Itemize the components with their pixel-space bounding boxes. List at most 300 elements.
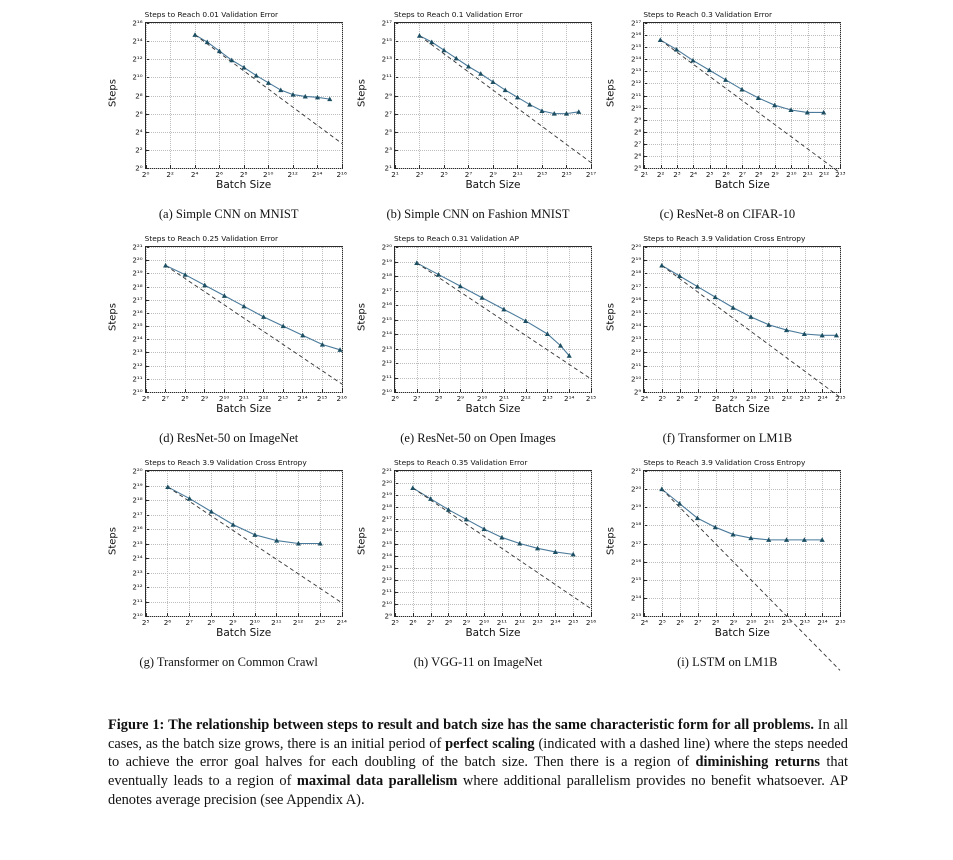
y-tick-label: 2¹² [132, 54, 143, 64]
y-tick-label: 2¹⁸ [630, 520, 642, 530]
y-tick-label: 2¹³ [132, 568, 143, 577]
y-tick-mark [644, 168, 647, 169]
data-point-marker [535, 546, 540, 551]
gridline-horizontal [146, 392, 342, 393]
x-tick-label: 2⁷ [161, 394, 169, 403]
x-tick-label: 2¹⁰ [746, 394, 757, 403]
figure-panel-f [607, 232, 848, 456]
plot-area [630, 466, 846, 627]
x-tick-label: 2¹⁴ [311, 170, 323, 179]
y-tick-label: 2¹⁵ [630, 575, 642, 585]
x-tick-label: 2¹³ [799, 394, 810, 403]
x-tick-mark [591, 613, 592, 616]
x-tick-label: 2¹¹ [238, 394, 249, 403]
data-point-marker [784, 537, 789, 542]
x-tick-label: 2⁹ [456, 394, 465, 403]
y-tick-label: 2¹⁰ [381, 387, 392, 397]
x-tick-label: 2⁹ [229, 618, 237, 627]
plot-area [381, 242, 597, 403]
y-tick-label: 2¹⁰ [132, 387, 143, 397]
data-point-marker [695, 516, 700, 521]
y-tick-label: 2⁹ [384, 611, 392, 621]
y-tick-label: 2¹⁶ [630, 295, 642, 305]
y-axis-label: Steps [356, 303, 368, 331]
y-tick-label: 2⁵ [384, 127, 392, 137]
panel-caption: (f) Transformer on LM1B [662, 431, 793, 445]
data-point-marker [660, 487, 665, 492]
y-axis-label: Steps [107, 527, 119, 555]
x-tick-label: 2¹⁴ [817, 394, 828, 403]
plot-area [132, 466, 347, 627]
y-tick-label: 2⁹ [633, 387, 642, 397]
data-point-marker [165, 484, 170, 489]
data-point-marker [545, 331, 550, 336]
y-tick-label: 2¹² [630, 78, 642, 88]
x-tick-label: 2¹⁶ [336, 394, 347, 403]
data-point-marker [553, 549, 558, 554]
x-tick-label: 2⁷ [464, 170, 473, 179]
data-point-marker [731, 305, 736, 310]
data-point-marker [749, 314, 754, 319]
y-tick-label: 2¹⁶ [132, 308, 143, 318]
y-tick-label: 2¹³ [132, 347, 143, 357]
chart-title: Steps to Reach 0.3 Validation Error [643, 10, 773, 19]
y-tick-mark [146, 392, 149, 393]
x-tick-label: 2⁴ [190, 170, 199, 179]
data-point-marker [677, 273, 682, 278]
x-tick-label: 2⁴ [640, 618, 649, 627]
data-point-marker [296, 541, 301, 546]
data-point-marker [677, 501, 682, 506]
y-tick-label: 2¹⁰ [630, 374, 642, 384]
x-tick-mark [591, 389, 592, 392]
y-axis-label: Steps [356, 79, 368, 107]
y-tick-label: 2⁹ [633, 115, 642, 125]
figure-panel-a [108, 8, 349, 232]
chart-i [607, 456, 847, 651]
data-point-marker [802, 331, 807, 336]
y-tick-label: 2²¹ [630, 466, 642, 476]
data-point-marker [802, 537, 807, 542]
x-tick-label: 2⁷ [426, 618, 435, 627]
data-point-marker [446, 507, 451, 512]
x-tick-label: 2¹⁰ [249, 618, 260, 627]
chart-title: Steps to Reach 0.35 Validation Error [393, 458, 528, 467]
y-tick-label: 2¹⁸ [132, 495, 143, 505]
data-point-marker [317, 541, 322, 546]
x-tick-label: 2¹ [640, 170, 649, 179]
data-point-marker [564, 111, 569, 116]
data-point-marker [834, 333, 839, 338]
panel-caption: (h) VGG-11 on ImageNet [413, 655, 543, 669]
data-point-marker [523, 318, 528, 323]
data-point-marker [319, 342, 324, 347]
x-tick-label: 2¹¹ [763, 618, 775, 627]
y-tick-label: 2² [135, 145, 143, 155]
y-tick-label: 2¹⁷ [630, 282, 642, 292]
data-point-marker [410, 485, 415, 490]
y-tick-label: 2¹⁵ [630, 42, 642, 52]
y-axis-label: Steps [107, 303, 119, 331]
data-point-marker [192, 32, 197, 37]
figure-caption-bold-2: perfect scaling [445, 735, 535, 752]
x-tick-label: 2¹³ [542, 394, 553, 403]
x-tick-mark [840, 389, 841, 392]
y-tick-label: 2¹⁴ [132, 553, 143, 563]
data-point-marker [454, 56, 459, 61]
x-tick-label: 2¹² [781, 394, 793, 403]
y-tick-label: 2¹⁶ [132, 524, 143, 534]
figure-caption-text-3: that eventually leads to a region of [108, 754, 848, 790]
y-tick-label: 2¹⁸ [381, 271, 392, 281]
data-point-marker [749, 535, 754, 540]
gridline-vertical [591, 23, 592, 168]
y-tick-label: 2²⁰ [381, 478, 392, 488]
gridline-horizontal [146, 616, 342, 617]
marker-layer [146, 471, 342, 616]
figure-panel-h [357, 456, 598, 680]
marker-layer [395, 23, 591, 168]
y-tick-label: 2¹⁷ [630, 539, 642, 548]
data-point-marker [163, 263, 168, 268]
x-axis-label: Batch Size [465, 403, 521, 415]
x-tick-label: 2⁵ [440, 170, 448, 179]
data-point-marker [187, 496, 192, 501]
data-point-marker [820, 333, 825, 338]
x-tick-label: 2¹¹ [763, 394, 775, 403]
y-tick-mark [395, 392, 398, 393]
y-tick-label: 2⁷ [384, 109, 392, 119]
y-tick-label: 2⁵ [633, 163, 642, 173]
x-tick-label: 2¹¹ [802, 170, 813, 179]
chart-g [109, 456, 349, 651]
data-point-marker [713, 295, 718, 300]
data-point-marker [261, 314, 266, 319]
x-tick-label: 2⁴ [640, 394, 649, 403]
x-tick-label: 2⁶ [676, 618, 684, 627]
panel-caption: (i) LSTM on LM1B [677, 655, 778, 669]
x-tick-label: 2¹⁰ [476, 394, 488, 403]
data-point-marker [501, 307, 506, 312]
y-tick-label: 2¹⁷ [630, 18, 642, 28]
x-tick-label: 2¹⁴ [297, 394, 308, 403]
figure-caption [108, 716, 848, 810]
y-tick-mark [644, 392, 647, 393]
y-tick-label: 2¹⁰ [381, 599, 392, 609]
y-tick-label: 2²⁰ [132, 466, 143, 476]
x-tick-label: 2¹² [781, 618, 793, 627]
data-point-marker [789, 107, 794, 112]
gridline-horizontal [395, 616, 591, 617]
x-tick-label: 2⁸ [207, 618, 215, 627]
y-tick-label: 2¹⁶ [630, 30, 642, 40]
chart-title: Steps to Reach 3.9 Validation Cross Entropy [643, 458, 806, 467]
data-point-marker [274, 538, 279, 543]
marker-layer [146, 23, 342, 168]
data-point-marker [784, 327, 789, 332]
y-tick-label: 2¹¹ [630, 91, 642, 100]
data-point-marker [490, 79, 495, 84]
data-point-marker [482, 526, 487, 531]
x-tick-label: 2⁷ [694, 618, 702, 627]
x-tick-label: 2⁴ [689, 170, 698, 179]
x-axis-label: Batch Size [216, 627, 272, 639]
panel-caption: (a) Simple CNN on MNIST [158, 207, 299, 221]
y-tick-label: 2¹¹ [132, 597, 143, 606]
x-tick-label: 2¹⁵ [316, 394, 328, 403]
y-tick-label: 2¹¹ [132, 374, 143, 384]
gridline-vertical [342, 471, 343, 616]
figure-panel-d [108, 232, 349, 456]
y-tick-label: 2¹⁵ [630, 308, 642, 318]
x-tick-label: 2² [656, 170, 665, 179]
data-point-marker [337, 347, 342, 352]
data-point-marker [266, 80, 271, 85]
y-tick-label: 2¹² [381, 575, 392, 585]
x-tick-label: 2⁸ [711, 618, 720, 627]
data-point-marker [217, 49, 222, 54]
x-tick-label: 2¹⁴ [336, 618, 347, 627]
panel-caption: (d) ResNet-50 on ImageNet [159, 431, 299, 445]
gridline-horizontal [146, 168, 342, 169]
y-tick-mark [395, 168, 398, 169]
y-tick-label: 2²¹ [381, 466, 392, 476]
x-tick-label: 2¹¹ [496, 618, 508, 627]
x-tick-label: 2¹² [287, 170, 298, 179]
x-tick-label: 2⁶ [141, 394, 150, 403]
x-tick-label: 2¹³ [277, 394, 289, 403]
x-axis-label: Batch Size [465, 627, 521, 639]
x-tick-label: 2¹ [391, 170, 399, 179]
data-point-marker [658, 37, 663, 42]
chart-f [607, 232, 847, 427]
x-tick-label: 2¹² [520, 394, 531, 403]
x-tick-label: 2¹⁵ [835, 394, 846, 403]
chart-title: Steps to Reach 3.9 Validation Cross Entropy [144, 458, 307, 467]
chart-title: Steps to Reach 3.9 Validation Cross Entropy [643, 234, 806, 243]
data-point-marker [241, 304, 246, 309]
y-tick-label: 2¹² [132, 361, 143, 371]
y-tick-label: 2¹¹ [381, 587, 392, 597]
chart-title: Steps to Reach 0.25 Validation Error [144, 234, 279, 243]
x-axis-label: Batch Size [216, 179, 272, 191]
data-point-marker [756, 95, 761, 100]
y-axis-label: Steps [605, 527, 617, 555]
data-point-marker [552, 111, 557, 116]
data-point-marker [723, 77, 728, 82]
x-tick-label: 2³ [673, 170, 681, 179]
y-tick-label: 2¹³ [630, 611, 642, 621]
data-point-marker [280, 324, 285, 329]
y-tick-label: 2¹⁵ [132, 321, 143, 331]
x-tick-label: 2³ [415, 170, 424, 179]
x-tick-label: 2⁷ [413, 394, 421, 403]
x-tick-mark [591, 165, 592, 168]
x-tick-label: 2¹⁰ [478, 618, 490, 627]
y-tick-label: 2¹⁶ [381, 300, 392, 310]
x-tick-label: 2⁶ [722, 170, 730, 179]
data-point-marker [466, 64, 471, 69]
x-tick-label: 2¹³ [314, 618, 326, 627]
x-tick-label: 2¹¹ [271, 618, 282, 627]
figure-caption-text-1: In all cases, as the batch size grows, there is an initial period of [108, 717, 849, 752]
y-tick-label: 2¹ [384, 163, 392, 173]
figure-panel-c [607, 8, 848, 232]
plot-area [381, 18, 597, 179]
data-point-marker [278, 87, 283, 92]
data-point-marker [576, 109, 581, 114]
x-tick-mark [840, 613, 841, 616]
y-tick-label: 2¹⁰ [132, 72, 143, 82]
data-point-marker [458, 284, 463, 289]
y-tick-label: 2¹⁵ [381, 36, 392, 46]
figure-caption-bold-4: maximal data parallelism [296, 773, 458, 790]
y-tick-label: 2¹⁸ [132, 282, 143, 292]
gridline-vertical [840, 471, 841, 616]
x-tick-label: 2⁹ [771, 170, 779, 179]
x-tick-label: 2¹⁷ [585, 170, 597, 179]
y-tick-label: 2⁹ [384, 91, 392, 100]
data-point-marker [674, 47, 679, 52]
y-tick-label: 2¹³ [381, 344, 392, 353]
data-point-marker [480, 295, 485, 300]
marker-layer [395, 471, 591, 616]
y-tick-label: 2¹⁴ [630, 54, 642, 64]
y-tick-label: 2¹⁵ [132, 539, 143, 548]
x-tick-label: 2⁷ [185, 618, 193, 627]
y-tick-label: 2²⁰ [381, 242, 392, 252]
x-tick-mark [342, 613, 343, 616]
gridline-vertical [342, 247, 343, 392]
gridline-horizontal [395, 392, 591, 393]
chart-title: Steps to Reach 0.01 Validation Error [144, 10, 279, 19]
y-tick-label: 2¹⁶ [630, 557, 642, 567]
x-tick-label: 2⁸ [754, 170, 763, 179]
y-tick-mark [146, 616, 149, 617]
x-tick-label: 2¹³ [799, 618, 810, 627]
data-point-marker [707, 68, 712, 73]
y-tick-label: 2¹¹ [381, 373, 392, 382]
figure-caption-text-2: (indicated with a dashed line) where the steps needed to achieve the error goal halves for each doubling of the batch size. Then there is a region of [108, 735, 848, 771]
y-tick-label: 2¹⁵ [381, 315, 392, 324]
x-tick-label: 2⁷ [694, 394, 702, 403]
data-point-marker [820, 537, 825, 542]
x-tick-label: 2⁵ [141, 618, 150, 627]
x-tick-label: 2⁹ [462, 618, 470, 627]
data-point-marker [300, 333, 305, 338]
y-tick-label: 2¹⁷ [132, 510, 143, 519]
y-tick-mark [644, 616, 647, 617]
y-tick-label: 2²⁰ [132, 255, 143, 265]
y-tick-label: 2¹⁵ [381, 539, 392, 548]
plot-area [132, 242, 347, 403]
marker-layer [395, 247, 591, 392]
x-tick-label: 2¹³ [835, 170, 846, 179]
data-point-marker [515, 95, 520, 100]
gridline-horizontal [644, 392, 840, 393]
y-tick-label: 2¹² [132, 582, 143, 592]
y-tick-label: 2¹² [630, 347, 642, 357]
y-tick-mark [395, 616, 398, 617]
y-tick-label: 2¹⁶ [381, 526, 392, 536]
data-point-marker [821, 110, 826, 115]
data-point-marker [558, 343, 563, 348]
y-tick-label: 2¹³ [630, 334, 642, 344]
x-axis-label: Batch Size [216, 403, 272, 415]
data-point-marker [290, 92, 295, 97]
chart-a [109, 8, 349, 203]
data-point-marker [315, 95, 320, 100]
y-tick-label: 2¹⁸ [630, 268, 642, 278]
data-point-marker [252, 532, 257, 537]
y-tick-label: 2¹⁴ [381, 329, 392, 339]
data-point-marker [417, 33, 422, 38]
x-tick-label: 2¹⁰ [786, 170, 797, 179]
data-point-marker [772, 103, 777, 108]
x-tick-label: 2⁵ [705, 170, 714, 179]
x-tick-label: 2¹⁵ [585, 394, 597, 403]
x-tick-label: 2⁶ [163, 618, 172, 627]
x-tick-label: 2¹⁵ [561, 170, 572, 179]
y-tick-label: 2⁸ [633, 127, 642, 137]
data-point-marker [539, 108, 544, 113]
y-tick-label: 2¹¹ [630, 361, 642, 371]
x-tick-label: 2¹⁰ [746, 618, 757, 627]
y-axis-label: Steps [605, 303, 617, 331]
x-tick-label: 2¹² [514, 618, 525, 627]
x-tick-label: 2¹⁶ [336, 170, 347, 179]
y-tick-label: 2¹⁷ [132, 295, 143, 305]
y-tick-label: 2¹⁷ [381, 18, 392, 28]
y-tick-label: 2⁶ [633, 151, 642, 161]
y-tick-label: 2¹⁴ [630, 321, 642, 331]
data-point-marker [204, 39, 209, 44]
y-tick-mark [146, 168, 149, 169]
data-point-marker [567, 353, 572, 358]
y-tick-label: 2¹⁸ [381, 502, 392, 512]
x-tick-label: 2¹⁴ [550, 618, 561, 627]
y-tick-label: 2¹³ [381, 54, 392, 64]
x-tick-label: 2⁸ [181, 394, 189, 403]
x-tick-label: 2⁸ [711, 394, 720, 403]
x-axis-label: Batch Size [714, 627, 770, 639]
figure-caption-text-4: where additional parallelism provides no benefit whatsoever. AP denotes average precision (see Appendix A). [108, 773, 848, 808]
gridline-vertical [591, 471, 592, 616]
data-point-marker [441, 48, 446, 53]
x-axis-label: Batch Size [714, 179, 770, 191]
data-point-marker [731, 532, 736, 537]
y-tick-label: 2⁰ [135, 163, 143, 173]
y-tick-label: 2¹⁹ [132, 481, 143, 490]
x-tick-label: 2¹⁶ [585, 618, 597, 627]
y-tick-label: 2⁴ [135, 127, 143, 137]
data-point-marker [503, 87, 508, 92]
gridline-vertical [342, 23, 343, 168]
gridline-horizontal [644, 168, 840, 169]
chart-d [109, 232, 349, 427]
figure-grid [108, 8, 848, 680]
y-tick-label: 2⁸ [135, 91, 143, 100]
x-tick-label: 2⁹ [200, 394, 209, 403]
marker-layer [644, 247, 840, 392]
gridline-vertical [591, 247, 592, 392]
data-point-marker [740, 87, 745, 92]
data-point-marker [182, 272, 187, 277]
x-tick-label: 2⁸ [239, 170, 248, 179]
x-tick-label: 2¹⁵ [835, 618, 846, 627]
data-point-marker [571, 552, 576, 557]
y-tick-label: 2¹⁹ [630, 502, 642, 512]
